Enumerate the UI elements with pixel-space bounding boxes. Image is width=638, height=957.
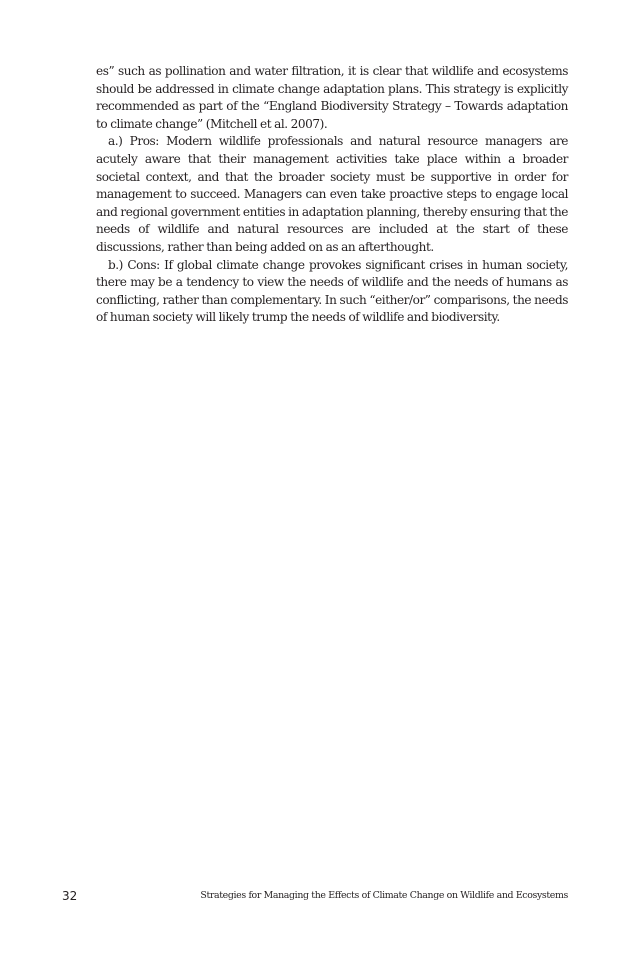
body-text: [96, 63, 568, 327]
paragraph-cons: b.) Cons: If global climate change provokes significant crises in human society, there may be a tendency to view the needs of wildlife and the needs of humans as conflicting, rather than complementary. In such “either/or” comparisons, the needs of human society will likely trump the needs of wildlife and biodiversity.: [96, 257, 568, 325]
page-footer: [62, 889, 568, 909]
paragraph-continuation: es” such as pollination and water filtration, it is clear that wildlife and ecosystems should be addressed in climate change adaptation plans. This strategy is explicitly recommended as part of the “England Biodiversity Strategy – Towards adaptation to climate change” (Mitchell et al. 2007).: [96, 64, 568, 131]
page-number: 32: [62, 889, 78, 903]
paragraph-pros: a.) Pros: Modern wildlife professionals and natural resource managers are acutely aware that their management activities take place within a broader societal context, and that the broader society must be supportive in order for management to succeed. Managers can even take proactive steps to engage local and regional government entities in adaptation planning, thereby ensuring that the needs of wildlife and natural resources are included at the start of these discussions, rather than being added on as an afterthought.: [96, 134, 568, 254]
running-title: Strategies for Managing the Effects of Climate Change on Wildlife and Ecosystems: [200, 890, 568, 901]
